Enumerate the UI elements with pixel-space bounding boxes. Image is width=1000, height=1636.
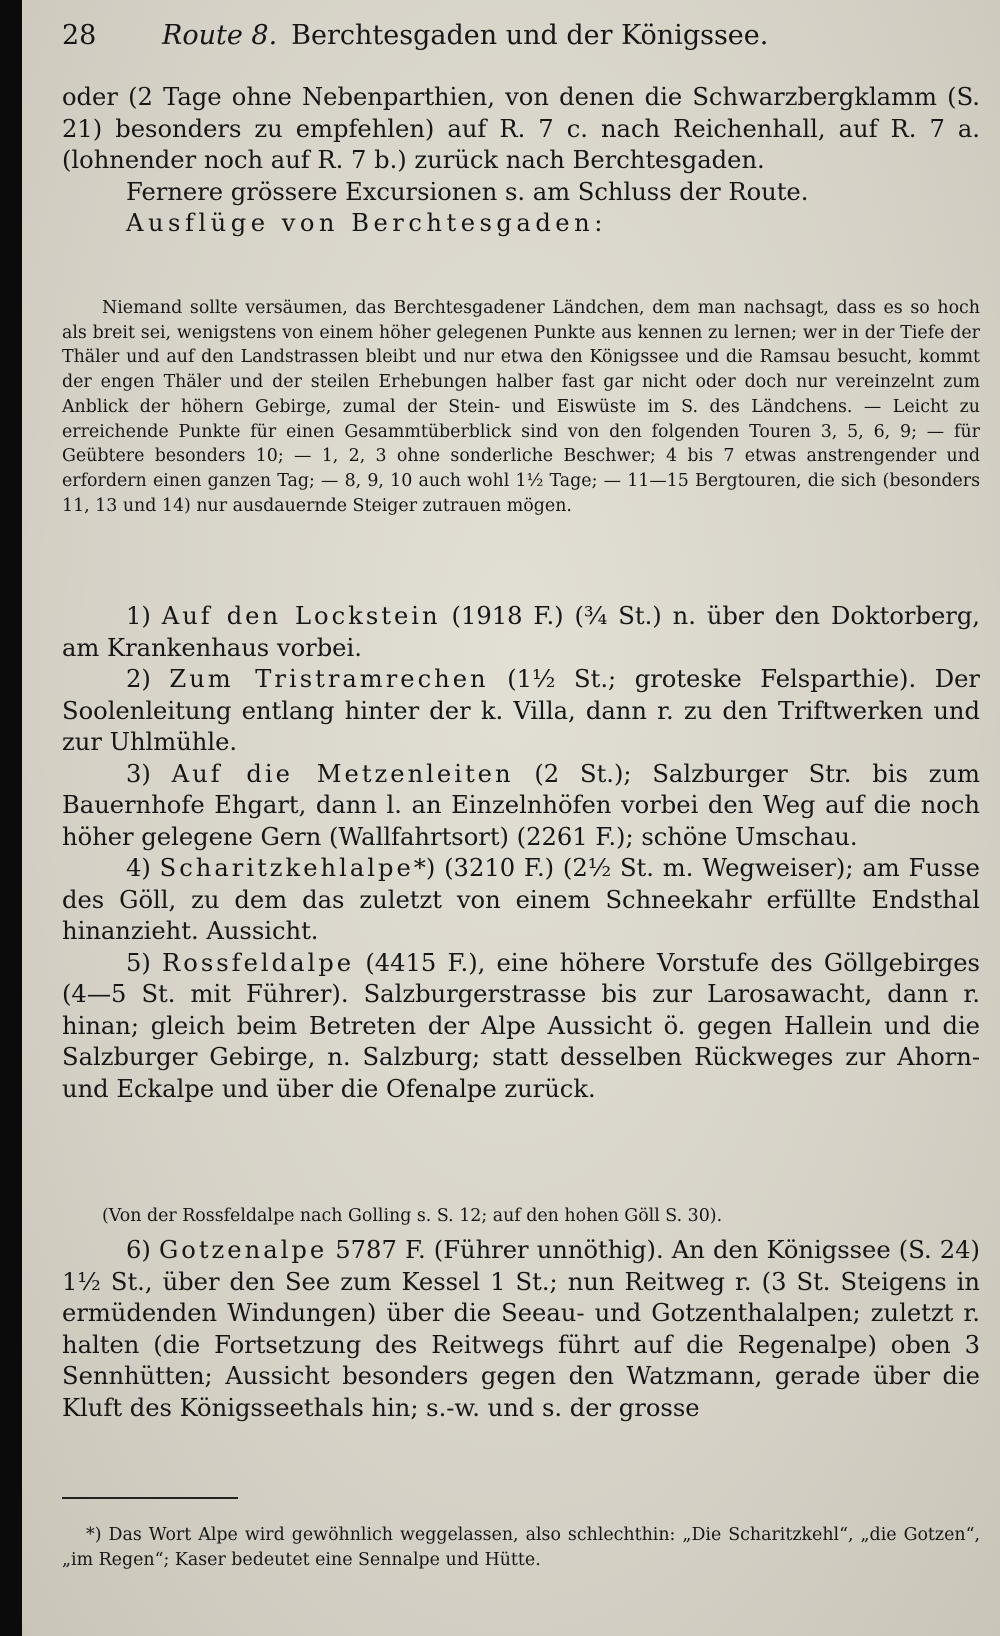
excursion-number: 2): [126, 665, 151, 693]
excursion-text: (2 St.); Salzburger Str. bis zum Bauernhofe Ehgart, dann l. an Einzelnhöfen vorbei den Weg auf die noch höher gelegene Gern (Wallfahrtsort) (2261 F.); schöne Umschau.: [62, 759, 980, 851]
intro-paragraph: oder (2 Tage ohne Nebenparthien, von denen die Schwarzbergklamm (S. 21) besonders zu empfehlen) auf R. 7 c. nach Reichenhall, auf R. 7 a. (lohnender noch auf R. 7 b.) zurück nach Berchtesgaden.: [62, 83, 980, 174]
excursion-number: 4): [126, 854, 151, 882]
overview-paragraph: [62, 296, 980, 518]
footnote-text: *) Das Wort Alpe wird gewöhnlich weggelassen, also schlechthin: „Die Scharitzkehl“, „die Gotzen“, „im Regen“; Kaser bedeutet eine Sennalpe und Hütte.: [62, 1525, 980, 1570]
excursion-name: Rossfeldalpe: [162, 948, 355, 977]
excursion-list: [62, 601, 980, 1105]
running-title: [162, 16, 768, 56]
rossfeld-note: [62, 1204, 980, 1229]
excursion-text: (1918 F.) (¾ St.) n. über den Doktorberg, am Krankenhaus vorbei.: [62, 602, 980, 662]
excursion-number: 5): [126, 948, 151, 977]
footnote: [62, 1523, 980, 1572]
chapter-title: Berchtesgaden und der Königssee.: [291, 20, 769, 51]
excursion-name: Auf den Lockstein: [161, 602, 441, 630]
running-header: [62, 16, 980, 56]
footnote-rule: [62, 1497, 238, 1499]
route-label: Route 8.: [162, 20, 278, 51]
excursion-item: [62, 948, 980, 1106]
intro-block: [62, 82, 980, 240]
section-heading: Ausflüge von Berchtesgaden:: [126, 209, 607, 237]
excursion-text: (4415 F.), eine höhere Vorstufe des Göllgebirges (4—5 St. mit Führer). Salzburgerstrasse bis zur Larosawacht, dann r. hinan; gleich beim Betreten der Alpe Aussicht ö. gegen Hallein und die Salzburger Gebirge, n. Salzburg; statt desselben Rückweges zur Ahorn- und Eckalpe und über die Ofenalpe zurück.: [62, 948, 980, 1103]
excursion-name: Gotzenalpe: [158, 1236, 328, 1264]
excursion-name: Auf die Metzenleiten: [171, 759, 514, 788]
excursions-note: Fernere grössere Excursionen s. am Schluss der Route.: [126, 177, 809, 206]
excursion-item: [62, 853, 980, 948]
excursion-number: 6): [126, 1236, 151, 1264]
rossfeld-note-text: (Von der Rossfeldalpe nach Golling s. S. 12; auf den hohen Göll S. 30).: [102, 1206, 723, 1226]
excursion-text: *) (3210 F.) (2½ St. m. Wegweiser); am Fusse des Göll, zu dem das zuletzt von einem Schneekahr erfüllte Endsthal hinanzieht. Aussicht.: [62, 854, 980, 945]
excursion-item: [62, 759, 980, 854]
excursion-text: 5787 F. (Führer unnöthig). An den Königssee (S. 24) 1½ St., über den See zum Kessel 1 St.; nun Reitweg r. (3 St. Steigens in ermüdenden Windungen) über die Seeau- und Gotzenthalalpen; zuletzt r. halten (die Fortsetzung des Reitwegs führt auf die Regenalpe) oben 3 Sennhütten; Aussicht besonders gegen den Watzmann, gerade über die Kluft des Königsseethals hin; s.-w. und s. der grosse: [62, 1236, 980, 1422]
excursion-name: Zum Tristramrechen: [169, 665, 489, 693]
excursion-name: Scharitzkehlalpe: [159, 854, 414, 882]
excursion-item: [62, 1235, 980, 1424]
page-number: 28: [62, 20, 97, 51]
excursion-number: 1): [126, 602, 151, 630]
excursion-list-continued: [62, 1235, 980, 1424]
excursion-item: [62, 601, 980, 664]
book-page: [22, 0, 1000, 1636]
overview-text: Niemand sollte versäumen, das Berchtesgadener Ländchen, dem man nachsagt, dass es so hoch als breit sei, wenigstens von einem höher gelegenen Punkte aus kennen zu lernen; wer in der Tiefe der Thäler und auf den Landstrassen bleibt und nur etwa den Königssee und die Ramsau besucht, kommt der engen Thäler und der steilen Erhebungen halber fast gar nicht oder doch nur vereinzelnt zum Anblick der höhern Gebirge, zumal der Stein- und Eiswüste im S. des Ländchens. — Leicht zu erreichende Punkte für einen Gesammtüberblick sind von den folgenden Touren 3, 5, 6, 9; — für Geübtere besonders 10; — 1, 2, 3 ohne sonderliche Beschwer; 4 bis 7 etwas anstrengender und erfordern einen ganzen Tag; — 8, 9, 10 auch wohl 1½ Tage; — 11—15 Bergtouren, die sich (besonders 11, 13 und 14) nur ausdauernde Steiger zutrauen mögen.: [62, 298, 980, 516]
excursion-number: 3): [126, 759, 151, 788]
excursion-item: [62, 664, 980, 759]
excursion-text: (1½ St.; groteske Felsparthie). Der Soolenleitung entlang hinter der k. Villa, dann r. zu den Triftwerken und zur Uhlmühle.: [62, 665, 980, 756]
